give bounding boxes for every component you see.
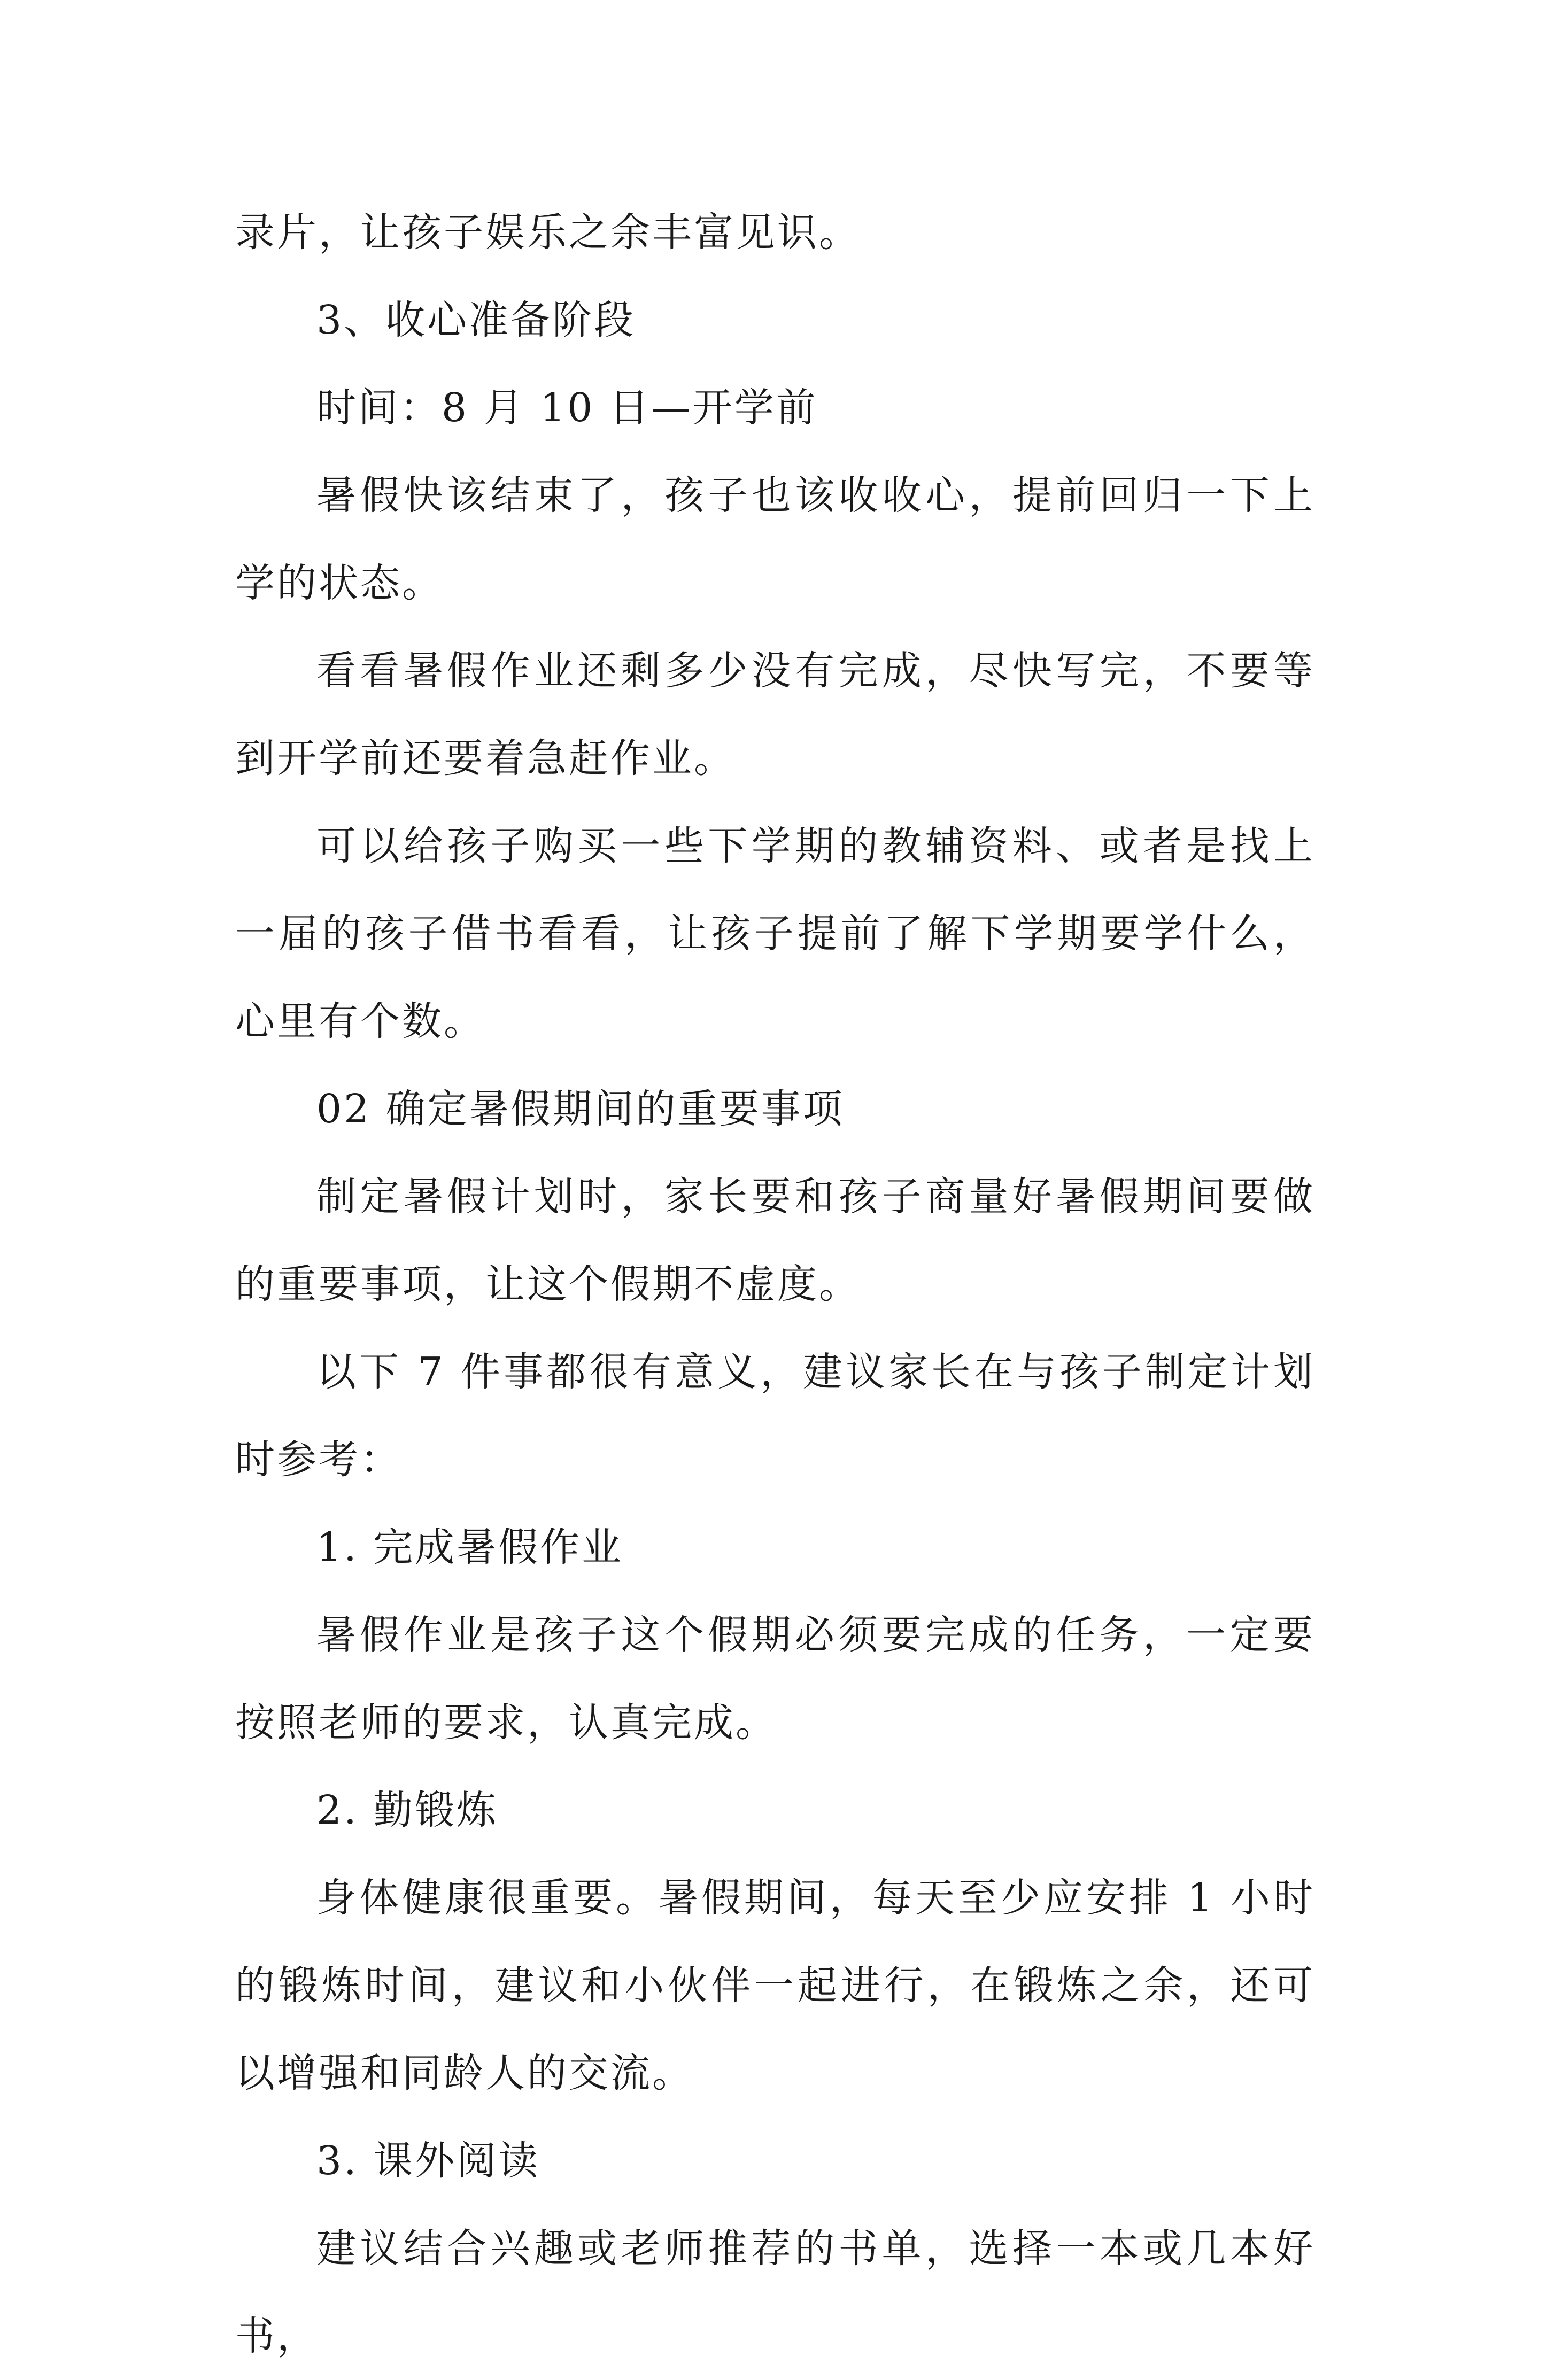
- paragraph-text: 暑假作业是孩子这个假期必须要完成的任务，一定要按照老师的要求，认真完成。: [235, 1612, 1315, 1746]
- paragraph-text: 建议结合兴趣或老师推荐的书单，选择一本或几本好书，: [235, 2226, 1315, 2359]
- list-heading-1: 1. 完成暑假作业: [316, 1524, 624, 1570]
- paragraph-text: 可以给孩子购买一些下学期的教辅资料、或者是找上一届的孩子借书看看，让孩子提前了解下学期要学什么，心里有个数。: [235, 823, 1315, 1044]
- list-heading-3: 3. 课外阅读: [316, 2138, 540, 2184]
- paragraph-text: 暑假快该结束了，孩子也该收收心，提前回归一下上学的状态。: [235, 472, 1315, 606]
- paragraph-continuation: 录片，让孩子娱乐之余丰富见识。: [235, 210, 861, 255]
- paragraph-text: 以下 7 件事都很有意义，建议家长在与孩子制定计划时参考：: [235, 1349, 1315, 1483]
- list-heading-2: 2. 勤锻炼: [316, 1787, 499, 1833]
- paragraph-text: 看看暑假作业还剩多少没有完成，尽快写完，不要等到开学前还要着急赶作业。: [235, 648, 1315, 781]
- paragraph-text: 制定暑假计划时，家长要和孩子商量好暑假期间要做的重要事项，让这个假期不虚度。: [235, 1174, 1315, 1307]
- paragraph-text: 身体健康很重要。暑假期间，每天至少应安排 1 小时的锻炼时间，建议和小伙伴一起进行，在锻炼之余，还可以增强和同龄人的交流。: [235, 1875, 1315, 2096]
- section-heading-stage-3: 3、收心准备阶段: [316, 297, 636, 343]
- paragraph-time: 时间：8 月 10 日—开学前: [316, 385, 818, 431]
- section-heading-02: 02 确定暑假期间的重要事项: [316, 1086, 845, 1132]
